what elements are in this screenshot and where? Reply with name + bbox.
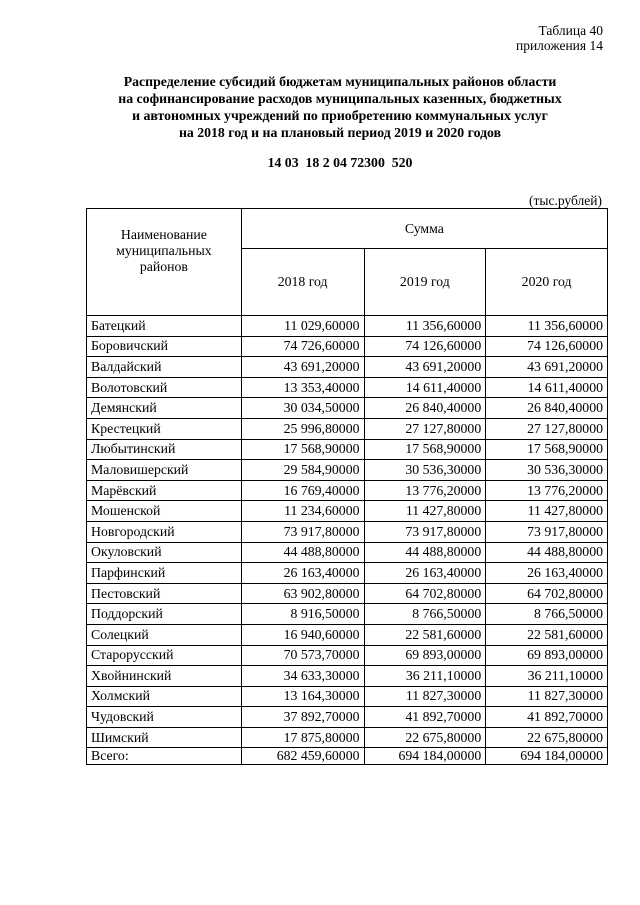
value-2020: 8 766,50000 xyxy=(486,604,608,625)
value-2018: 13 353,40000 xyxy=(241,377,364,398)
district-name: Мошенской xyxy=(87,501,242,522)
sum-header: Сумма xyxy=(241,209,607,249)
value-2020: 41 892,70000 xyxy=(486,707,608,728)
value-2018: 8 916,50000 xyxy=(241,604,364,625)
district-name: Пестовский xyxy=(87,583,242,604)
total-2018: 682 459,60000 xyxy=(241,748,364,765)
table-row xyxy=(87,542,608,563)
value-2018: 25 996,80000 xyxy=(241,418,364,439)
total-2019: 694 184,00000 xyxy=(364,748,486,765)
district-name: Шимский xyxy=(87,727,242,748)
value-2020: 11 827,30000 xyxy=(486,686,608,707)
value-2019: 26 163,40000 xyxy=(364,563,486,584)
year-header-2020: 2020 год xyxy=(486,249,608,316)
title-line-3: и автономных учреждений по приобретению коммунальных услуг xyxy=(132,108,548,123)
value-2018: 63 902,80000 xyxy=(241,583,364,604)
value-2019: 27 127,80000 xyxy=(364,418,486,439)
district-name: Хвойнинский xyxy=(87,666,242,687)
value-2018: 43 691,20000 xyxy=(241,357,364,378)
value-2018: 17 875,80000 xyxy=(241,727,364,748)
value-2020: 73 917,80000 xyxy=(486,521,608,542)
value-2019: 13 776,20000 xyxy=(364,480,486,501)
table-row xyxy=(87,583,608,604)
header-line-3: районов xyxy=(139,259,188,274)
value-2020: 22 675,80000 xyxy=(486,727,608,748)
total-row xyxy=(87,748,608,765)
table-row xyxy=(87,398,608,419)
value-2018: 17 568,90000 xyxy=(241,439,364,460)
value-2019: 11 356,60000 xyxy=(364,316,486,337)
value-2019: 14 611,40000 xyxy=(364,377,486,398)
value-2018: 30 034,50000 xyxy=(241,398,364,419)
value-2019: 69 893,00000 xyxy=(364,645,486,666)
value-2019: 30 536,30000 xyxy=(364,460,486,481)
table-row xyxy=(87,377,608,398)
annex-reference xyxy=(516,23,603,53)
district-name: Парфинский xyxy=(87,563,242,584)
table-row xyxy=(87,521,608,542)
district-name: Старорусский xyxy=(87,645,242,666)
table-row xyxy=(87,460,608,481)
value-2019: 36 211,10000 xyxy=(364,666,486,687)
value-2020: 64 702,80000 xyxy=(486,583,608,604)
value-2019: 73 917,80000 xyxy=(364,521,486,542)
value-2018: 73 917,80000 xyxy=(241,521,364,542)
district-name: Крестецкий xyxy=(87,418,242,439)
value-2018: 13 164,30000 xyxy=(241,686,364,707)
value-2019: 22 675,80000 xyxy=(364,727,486,748)
value-2018: 16 769,40000 xyxy=(241,480,364,501)
appendix-number: приложения 14 xyxy=(515,38,603,53)
title-line-1: Распределение субсидий бюджетам муниципальных районов области xyxy=(123,74,557,89)
value-2019: 11 427,80000 xyxy=(364,501,486,522)
table-row xyxy=(87,480,608,501)
subsidy-table xyxy=(86,208,608,765)
table-row xyxy=(87,501,608,522)
units-label: (тыс.рублей) xyxy=(529,193,602,208)
table-row xyxy=(87,666,608,687)
value-2018: 16 940,60000 xyxy=(241,624,364,645)
value-2018: 11 029,60000 xyxy=(241,316,364,337)
table-number: Таблица 40 xyxy=(538,23,603,38)
district-name: Поддорский xyxy=(87,604,242,625)
budget-code: 14 03 18 2 04 72300 520 xyxy=(267,155,413,170)
value-2020: 30 536,30000 xyxy=(486,460,608,481)
value-2019: 41 892,70000 xyxy=(364,707,486,728)
header-line-2: муниципальных xyxy=(116,243,212,258)
value-2018: 37 892,70000 xyxy=(241,707,364,728)
district-name: Марёвский xyxy=(87,480,242,501)
value-2020: 22 581,60000 xyxy=(486,624,608,645)
value-2019: 17 568,90000 xyxy=(364,439,486,460)
value-2019: 11 827,30000 xyxy=(364,686,486,707)
value-2019: 26 840,40000 xyxy=(364,398,486,419)
table-row xyxy=(87,439,608,460)
value-2020: 43 691,20000 xyxy=(486,357,608,378)
value-2018: 74 726,60000 xyxy=(241,336,364,357)
total-label: Всего: xyxy=(87,748,242,765)
value-2020: 11 427,80000 xyxy=(486,501,608,522)
header-line-1: Наименование xyxy=(120,227,207,242)
value-2020: 44 488,80000 xyxy=(486,542,608,563)
table-row xyxy=(87,336,608,357)
value-2018: 44 488,80000 xyxy=(241,542,364,563)
table-row xyxy=(87,316,608,337)
district-name: Боровичский xyxy=(87,336,242,357)
value-2020: 17 568,90000 xyxy=(486,439,608,460)
value-2020: 14 611,40000 xyxy=(486,377,608,398)
value-2019: 22 581,60000 xyxy=(364,624,486,645)
table-row xyxy=(87,624,608,645)
table-row xyxy=(87,418,608,439)
table-row xyxy=(87,707,608,728)
table-row xyxy=(87,604,608,625)
document-title xyxy=(60,73,620,141)
district-name: Любытинский xyxy=(87,439,242,460)
value-2019: 44 488,80000 xyxy=(364,542,486,563)
value-2018: 11 234,60000 xyxy=(241,501,364,522)
district-name: Маловишерский xyxy=(87,460,242,481)
district-name: Чудовский xyxy=(87,707,242,728)
value-2018: 26 163,40000 xyxy=(241,563,364,584)
district-name: Холмский xyxy=(87,686,242,707)
value-2020: 36 211,10000 xyxy=(486,666,608,687)
district-name: Окуловский xyxy=(87,542,242,563)
district-name: Валдайский xyxy=(87,357,242,378)
value-2020: 74 126,60000 xyxy=(486,336,608,357)
value-2020: 13 776,20000 xyxy=(486,480,608,501)
value-2020: 11 356,60000 xyxy=(486,316,608,337)
value-2019: 8 766,50000 xyxy=(364,604,486,625)
value-2020: 26 163,40000 xyxy=(486,563,608,584)
value-2018: 29 584,90000 xyxy=(241,460,364,481)
table-row xyxy=(87,727,608,748)
value-2020: 27 127,80000 xyxy=(486,418,608,439)
value-2019: 43 691,20000 xyxy=(364,357,486,378)
value-2018: 70 573,70000 xyxy=(241,645,364,666)
year-header-2018: 2018 год xyxy=(241,249,364,316)
value-2020: 26 840,40000 xyxy=(486,398,608,419)
district-name: Волотовский xyxy=(87,377,242,398)
title-line-4: на 2018 год и на плановый период 2019 и 2020 годов xyxy=(178,125,502,140)
value-2020: 69 893,00000 xyxy=(486,645,608,666)
value-2019: 64 702,80000 xyxy=(364,583,486,604)
year-header-2019: 2019 год xyxy=(364,249,486,316)
table-row xyxy=(87,357,608,378)
district-name: Солецкий xyxy=(87,624,242,645)
table-row xyxy=(87,686,608,707)
value-2019: 74 126,60000 xyxy=(364,336,486,357)
table-row xyxy=(87,645,608,666)
value-2018: 34 633,30000 xyxy=(241,666,364,687)
district-name: Батецкий xyxy=(87,316,242,337)
district-name-header xyxy=(87,209,242,316)
total-2020: 694 184,00000 xyxy=(486,748,608,765)
district-name: Демянский xyxy=(87,398,242,419)
table-row xyxy=(87,563,608,584)
district-name: Новгородский xyxy=(87,521,242,542)
title-line-2: на софинансирование расходов муниципальных казенных, бюджетных xyxy=(118,91,562,106)
